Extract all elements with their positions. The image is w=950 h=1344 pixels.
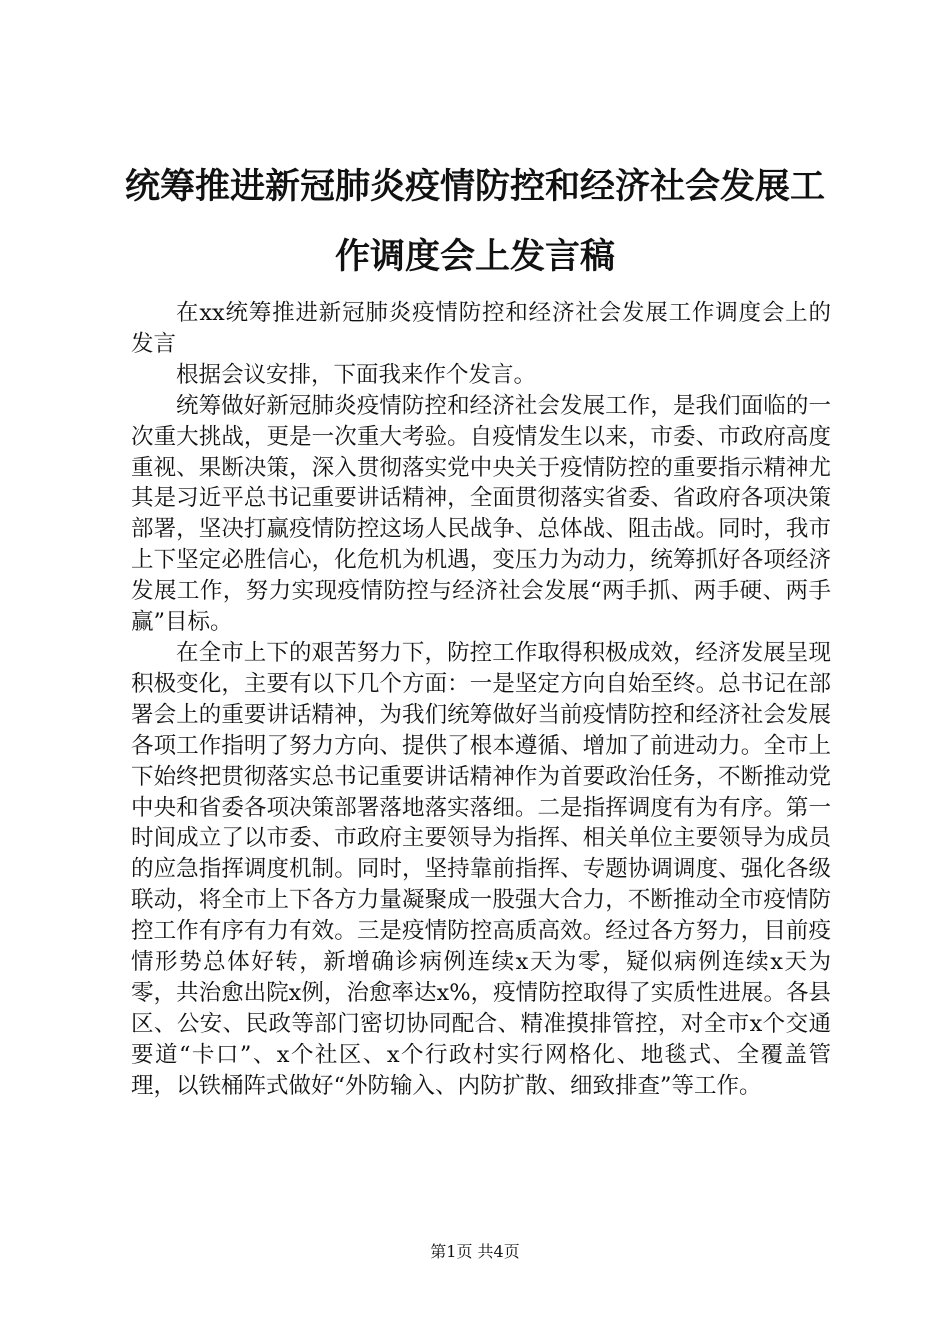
body-paragraph: 统筹做好新冠肺炎疫情防控和经济社会发展工作，是我们面临的一次重大挑战，更是一次重大考验。自疫情发生以来，市委、市政府高度重视、果断决策，深入贯彻落实党中央关于疫情防控的重要指示精神尤其是习近平总书记重要讲话精神，全面贯彻落实省委、省政府各项决策部署，坚决打赢疫情防控这场人民战争、总体战、阻击战。同时，我市上下坚定必胜信心，化危机为机遇，变压力为动力，统筹抓好各项经济发展工作，努力实现疫情防控与经济社会发展“两手抓、两手硬、两手赢”目标。	[131, 392, 831, 636]
body-paragraph: 在全市上下的艰苦努力下，防控工作取得积极成效，经济发展呈现积极变化，主要有以下几个方面：一是坚定方向自始至终。总书记在部署会上的重要讲话精神，为我们统筹做好当前疫情防控和经济社会发展各项工作指明了努力方向、提供了根本遵循、增加了前进动力。全市上下始终把贯彻落实总书记重要讲话精神作为首要政治任务，不断推动党中央和省委各项决策部署落地落实落细。二是指挥调度有为有序。第一时间成立了以市委、市政府主要领导为指挥、相关单位主要领导为成员的应急指挥调度机制。同时，坚持靠前指挥、专题协调调度、强化各级联动，将全市上下各方力量凝聚成一股强大合力，不断推动全市疫情防控工作有序有力有效。三是疫情防控高质高效。经过各方努力，目前疫情形势总体好转，新增确诊病例连续x天为零，疑似病例连续x天为零，共治愈出院x例，治愈率达x%，疫情防控取得了实质性进展。各县区、公安、民政等部门密切协同配合、精准摸排管控，对全市x个交通要道“卡口”、x个社区、x个行政村实行网格化、地毯式、全覆盖管理，以铁桶阵式做好“外防输入、内防扩散、细致排查”等工作。	[131, 639, 831, 1099]
document-body	[131, 298, 831, 1102]
body-paragraph: 在xx统筹推进新冠肺炎疫情防控和经济社会发展工作调度会上的发言	[131, 300, 831, 357]
body-paragraph: 根据会议安排，下面我来作个发言。	[176, 361, 537, 388]
document-title: 统筹推进新冠肺炎疫情防控和经济社会发展工作调度会上发言稿	[124, 166, 825, 277]
page-number-footer: 第1页 共4页	[430, 1242, 520, 1261]
